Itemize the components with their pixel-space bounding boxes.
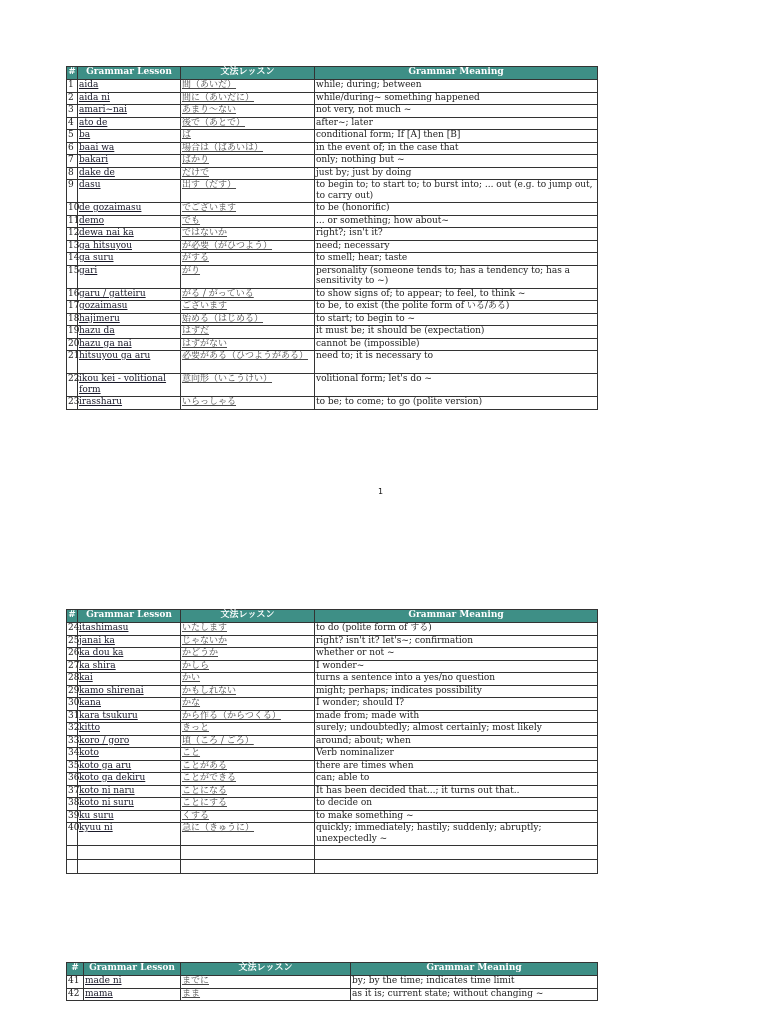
table-row [67, 92, 598, 105]
table-row [67, 167, 598, 180]
japanese-lesson-link[interactable]: きっと [181, 723, 315, 736]
japanese-lesson-link[interactable]: がり [181, 265, 315, 288]
header-num: # [67, 67, 78, 80]
table-row [67, 155, 598, 168]
row-number: 31 [68, 710, 80, 721]
grammar-lesson-link[interactable]: garu / gatteiru [78, 288, 181, 301]
row-number: 5 [67, 130, 78, 143]
table-row [67, 130, 598, 143]
table-header [67, 610, 598, 623]
grammar-lesson-link[interactable]: gari [78, 265, 181, 288]
japanese-lesson-link[interactable]: じゃないか [181, 635, 315, 648]
grammar-lesson-link[interactable]: ku suru [78, 810, 181, 823]
empty-cell [181, 846, 315, 860]
grammar-lesson-link[interactable]: dake de [78, 167, 181, 180]
row-number: 3 [67, 105, 78, 118]
row-number: 18 [68, 313, 80, 324]
table-row [67, 685, 598, 698]
row-number: 17 [68, 301, 80, 311]
grammar-lesson-link[interactable]: demo [78, 215, 181, 228]
grammar-meaning: can; able to [315, 773, 598, 786]
grammar-meaning: to make something ~ [315, 810, 598, 823]
table-row [67, 351, 598, 374]
grammar-lesson-link[interactable]: ba [78, 130, 181, 143]
grammar-table-3 [66, 962, 598, 1001]
japanese-lesson-link[interactable]: 後で（あとで） [181, 117, 315, 130]
japanese-lesson-link[interactable]: あまり～ない [181, 105, 315, 118]
japanese-lesson-link[interactable]: はずだ [181, 326, 315, 339]
grammar-meaning: only; nothing but ~ [315, 155, 598, 168]
row-number: 28 [68, 673, 80, 683]
grammar-meaning: Verb nominalizer [315, 748, 598, 761]
row-number: 30 [68, 698, 80, 708]
grammar-lesson-link[interactable]: gozaimasu [78, 301, 181, 314]
grammar-lesson-link[interactable]: kana [78, 698, 181, 711]
table-row [67, 785, 598, 798]
japanese-lesson-link[interactable]: でも [181, 215, 315, 228]
header-meaning: Grammar Meaning [315, 610, 598, 623]
table-row [67, 623, 598, 636]
japanese-lesson-link[interactable]: から作る（からつくる） [181, 710, 315, 723]
grammar-meaning: to be, to exist (the polite form of いる/ある) [315, 301, 598, 314]
grammar-lesson-link[interactable]: ka dou ka [78, 648, 181, 661]
grammar-lesson-link[interactable]: koto ni naru [78, 785, 181, 798]
japanese-lesson-link[interactable]: かどうか [181, 648, 315, 661]
row-number: 27 [68, 660, 80, 671]
grammar-lesson-link[interactable]: amari~nai [78, 105, 181, 118]
japanese-lesson-link[interactable]: かい [181, 673, 315, 686]
grammar-meaning: as it is; current state; without changing ~ [351, 988, 598, 1001]
table-row [67, 810, 598, 823]
row-number: 7 [67, 155, 78, 168]
row-number: 37 [68, 785, 80, 796]
table-row [67, 823, 598, 846]
japanese-lesson-link[interactable]: 出す（だす） [181, 180, 315, 203]
table-row [67, 698, 598, 711]
table-row [67, 710, 598, 723]
table-row [67, 253, 598, 266]
grammar-meaning: whether or not ~ [315, 648, 598, 661]
japanese-lesson-link[interactable]: ことができる [181, 773, 315, 786]
grammar-meaning: need to; it is necessary to [315, 351, 598, 374]
grammar-meaning: right?; isn't it? [315, 228, 598, 241]
grammar-lesson-link[interactable]: kitto [78, 723, 181, 736]
japanese-lesson-link[interactable]: だけで [181, 167, 315, 180]
row-number: 22 [67, 374, 78, 397]
row-number: 16 [68, 288, 80, 299]
grammar-meaning: to smell; hear; taste [315, 253, 598, 266]
grammar-meaning: ... or something; how about~ [315, 215, 598, 228]
grammar-table-2 [66, 609, 598, 874]
japanese-lesson-link[interactable]: ことになる [181, 785, 315, 798]
grammar-lesson-link[interactable]: mama [84, 988, 181, 1001]
japanese-lesson-link[interactable]: 必要がある（ひつようがある） [181, 351, 315, 374]
japanese-lesson-link[interactable]: くする [181, 810, 315, 823]
japanese-lesson-link[interactable]: 意向形（いこうけい） [181, 374, 315, 397]
table-row [67, 180, 598, 203]
japanese-lesson-link[interactable]: いらっしゃる [181, 397, 315, 410]
table-row [67, 265, 598, 288]
grammar-lesson-link[interactable]: koto ni suru [78, 798, 181, 811]
grammar-lesson-link[interactable]: aida ni [78, 92, 181, 105]
table-row [67, 142, 598, 155]
table-row [67, 760, 598, 773]
japanese-lesson-link[interactable]: ことがある [181, 760, 315, 773]
row-number: 29 [68, 685, 80, 696]
table-row [67, 313, 598, 326]
table-row [67, 228, 598, 241]
row-number: 40 [67, 823, 78, 846]
japanese-lesson-link[interactable]: ことにする [181, 798, 315, 811]
grammar-lesson-link[interactable]: koto [78, 748, 181, 761]
grammar-lesson-link[interactable]: dewa nai ka [78, 228, 181, 241]
empty-row [67, 846, 598, 860]
table-row [67, 374, 598, 397]
row-number: 32 [68, 723, 80, 733]
japanese-lesson-link[interactable]: が必要（がひつよう） [181, 240, 315, 253]
table-row [67, 648, 598, 661]
grammar-meaning: it must be; it should be (expectation) [315, 326, 598, 339]
empty-cell [78, 860, 181, 874]
japanese-lesson-link[interactable]: 間に（あいだに） [181, 92, 315, 105]
grammar-lesson-link[interactable]: made ni [84, 976, 181, 989]
table-row [67, 338, 598, 351]
grammar-lesson-link[interactable]: janai ka [78, 635, 181, 648]
row-number: 19 [68, 326, 80, 336]
grammar-meaning: It has been decided that...; it turns out that.. [315, 785, 598, 798]
header-lesson: Grammar Lesson [78, 67, 181, 80]
empty-cell [315, 846, 598, 860]
japanese-lesson-link[interactable]: 始める（はじめる） [181, 313, 315, 326]
table-row [67, 773, 598, 786]
grammar-lesson-link[interactable]: de gozaimasu [78, 203, 181, 216]
grammar-meaning: to be; to come; to go (polite version) [315, 397, 598, 410]
table-row [67, 326, 598, 339]
japanese-lesson-link[interactable]: いたします [181, 623, 315, 636]
grammar-lesson-link[interactable]: baai wa [78, 142, 181, 155]
grammar-meaning: not very, not much ~ [315, 105, 598, 118]
row-number: 23 [68, 397, 80, 407]
table-row [67, 301, 598, 314]
row-number: 26 [68, 648, 80, 658]
grammar-meaning: to begin to; to start to; to burst into; ... out (e.g. to jump out, to carry out) [315, 180, 598, 203]
grammar-lesson-link[interactable]: itashimasu [78, 623, 181, 636]
row-number: 11 [68, 215, 80, 226]
table-row [67, 976, 598, 989]
row-number: 36 [68, 773, 80, 783]
table-row [67, 988, 598, 1001]
grammar-meaning: to start; to begin to ~ [315, 313, 598, 326]
japanese-lesson-link[interactable]: までに [181, 976, 351, 989]
grammar-lesson-link[interactable]: kamo shirenai [78, 685, 181, 698]
table-header [67, 963, 598, 976]
grammar-meaning: right? isn't it? let's~; confirmation [315, 635, 598, 648]
grammar-lesson-link[interactable]: kai [78, 673, 181, 686]
grammar-meaning: quickly; immediately; hastily; suddenly; abruptly; unexpectedly ~ [315, 823, 598, 846]
row-number: 41 [67, 976, 84, 989]
japanese-lesson-link[interactable]: かな [181, 698, 315, 711]
japanese-lesson-link[interactable]: 急に（きゅうに） [181, 823, 315, 846]
table-row [67, 798, 598, 811]
table-row [67, 735, 598, 748]
japanese-lesson-link[interactable]: はずがない [181, 338, 315, 351]
japanese-lesson-link[interactable]: 頃（ころ / ごろ） [181, 735, 315, 748]
row-number: 10 [68, 203, 80, 213]
grammar-lesson-link[interactable]: koro / goro [78, 735, 181, 748]
grammar-meaning: volitional form; let's do ~ [315, 374, 598, 397]
grammar-lesson-link[interactable]: ikou kei - volitional form [78, 374, 181, 397]
row-number: 42 [67, 988, 84, 1001]
grammar-lesson-link[interactable]: hitsuyou ga aru [78, 351, 181, 374]
header-lesson: Grammar Lesson [84, 963, 181, 976]
row-number: 24 [68, 623, 80, 633]
grammar-lesson-link[interactable]: bakari [78, 155, 181, 168]
table-row [67, 635, 598, 648]
empty-row [67, 860, 598, 874]
grammar-meaning: in the event of; in the case that [315, 142, 598, 155]
grammar-meaning: might; perhaps; indicates possibility [315, 685, 598, 698]
japanese-lesson-link[interactable]: 間（あいだ） [181, 80, 315, 93]
table-row [67, 117, 598, 130]
header-meaning: Grammar Meaning [315, 67, 598, 80]
japanese-lesson-link[interactable]: 場合は（ばあいは） [181, 142, 315, 155]
empty-cell [181, 860, 315, 874]
grammar-meaning: to show signs of; to appear; to feel, to think ~ [315, 288, 598, 301]
grammar-meaning: by; by the time; indicates time limit [351, 976, 598, 989]
row-number: 39 [68, 810, 80, 821]
grammar-meaning: I wonder; should I? [315, 698, 598, 711]
japanese-lesson-link[interactable]: まま [181, 988, 351, 1001]
japanese-lesson-link[interactable]: かしら [181, 660, 315, 673]
empty-cell [67, 846, 78, 860]
grammar-lesson-link[interactable]: hajimeru [78, 313, 181, 326]
grammar-meaning: while; during; between [315, 80, 598, 93]
grammar-lesson-link[interactable]: kara tsukuru [78, 710, 181, 723]
row-number: 8 [67, 167, 78, 180]
grammar-meaning: cannot be (impossible) [315, 338, 598, 351]
row-number: 33 [68, 735, 80, 746]
row-number: 2 [67, 92, 78, 105]
page-number: 1 [378, 487, 384, 496]
grammar-lesson-link[interactable]: koto ga aru [78, 760, 181, 773]
table-row [67, 748, 598, 761]
japanese-lesson-link[interactable]: ば [181, 130, 315, 143]
table-row [67, 673, 598, 686]
grammar-meaning: conditional form; If [A] then [B] [315, 130, 598, 143]
header-lesson: Grammar Lesson [78, 610, 181, 623]
grammar-table-1 [66, 66, 598, 410]
japanese-lesson-link[interactable]: でございます [181, 203, 315, 216]
table-row [67, 240, 598, 253]
grammar-lesson-link[interactable]: hazu ga nai [78, 338, 181, 351]
row-number: 13 [68, 240, 80, 251]
table-header [67, 67, 598, 80]
table-row [67, 397, 598, 410]
header-jp: 文法レッスン [181, 67, 315, 80]
grammar-lesson-link[interactable]: dasu [78, 180, 181, 203]
header-num: # [67, 963, 84, 976]
japanese-lesson-link[interactable]: ございます [181, 301, 315, 314]
grammar-lesson-link[interactable]: aida [78, 80, 181, 93]
empty-cell [315, 860, 598, 874]
table-row [67, 203, 598, 216]
table-row [67, 105, 598, 118]
grammar-lesson-link[interactable]: irassharu [78, 397, 181, 410]
japanese-lesson-link[interactable]: ばかり [181, 155, 315, 168]
grammar-meaning: to do (polite form of する) [315, 623, 598, 636]
row-number: 38 [68, 798, 80, 808]
row-number: 6 [67, 142, 78, 155]
table-row [67, 288, 598, 301]
grammar-lesson-link[interactable]: koto ga dekiru [78, 773, 181, 786]
grammar-meaning: made from; made with [315, 710, 598, 723]
japanese-lesson-link[interactable]: こと [181, 748, 315, 761]
row-number: 35 [68, 760, 80, 771]
row-number: 14 [68, 253, 80, 263]
grammar-meaning: there are times when [315, 760, 598, 773]
row-number: 15 [67, 265, 78, 288]
header-meaning: Grammar Meaning [351, 963, 598, 976]
grammar-meaning: surely; undoubtedly; almost certainly; most likely [315, 723, 598, 736]
grammar-lesson-link[interactable]: ga hitsuyou [78, 240, 181, 253]
row-number: 12 [68, 228, 80, 238]
row-number: 9 [67, 180, 78, 203]
row-number: 20 [68, 338, 80, 349]
grammar-lesson-link[interactable]: ato de [78, 117, 181, 130]
grammar-meaning: just by; just by doing [315, 167, 598, 180]
row-number: 1 [67, 80, 78, 93]
table-row [67, 80, 598, 93]
japanese-lesson-link[interactable]: ではないか [181, 228, 315, 241]
table-row [67, 723, 598, 736]
grammar-lesson-link[interactable]: ka shira [78, 660, 181, 673]
grammar-lesson-link[interactable]: kyuu ni [78, 823, 181, 846]
grammar-meaning: after~; later [315, 117, 598, 130]
grammar-meaning: to decide on [315, 798, 598, 811]
japanese-lesson-link[interactable]: がする [181, 253, 315, 266]
header-jp: 文法レッスン [181, 963, 351, 976]
row-number: 4 [67, 117, 78, 130]
grammar-meaning: need; necessary [315, 240, 598, 253]
row-number: 21 [67, 351, 78, 374]
grammar-lesson-link[interactable]: ga suru [78, 253, 181, 266]
table-row [67, 215, 598, 228]
grammar-meaning: I wonder~ [315, 660, 598, 673]
row-number: 25 [68, 635, 80, 646]
empty-cell [78, 846, 181, 860]
empty-cell [67, 860, 78, 874]
header-jp: 文法レッスン [181, 610, 315, 623]
grammar-lesson-link[interactable]: hazu da [78, 326, 181, 339]
row-number: 34 [68, 748, 80, 758]
grammar-meaning: around; about; when [315, 735, 598, 748]
grammar-meaning: to be (honorific) [315, 203, 598, 216]
japanese-lesson-link[interactable]: がる / がっている [181, 288, 315, 301]
grammar-meaning: turns a sentence into a yes/no question [315, 673, 598, 686]
table-row [67, 660, 598, 673]
header-num: # [67, 610, 78, 623]
grammar-meaning: while/during~ something happened [315, 92, 598, 105]
grammar-meaning: personality (someone tends to; has a tendency to; has a sensitivity to ~) [315, 265, 598, 288]
japanese-lesson-link[interactable]: かもしれない [181, 685, 315, 698]
